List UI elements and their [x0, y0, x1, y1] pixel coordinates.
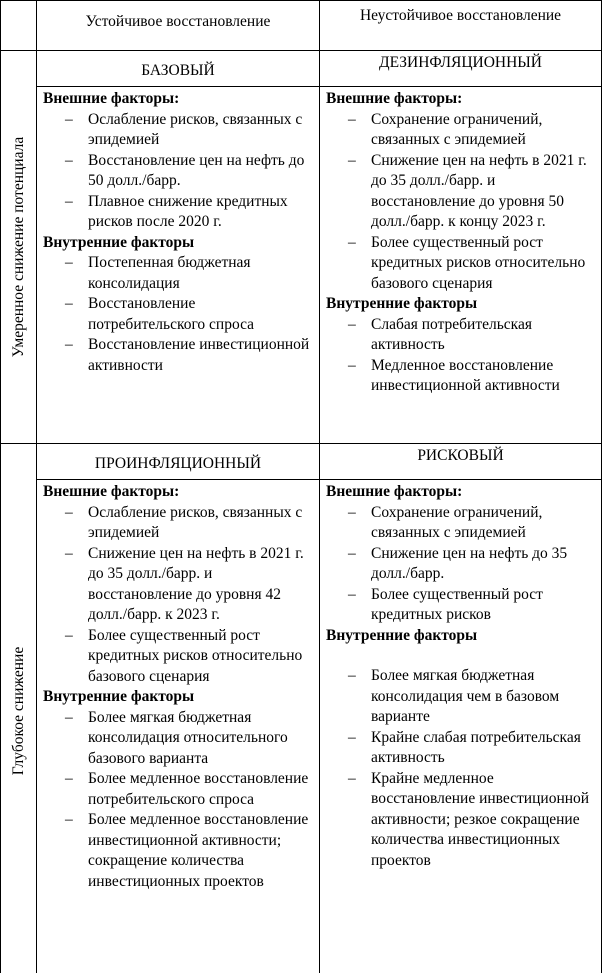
corner-cell	[1, 1, 37, 51]
list-item: – Более существенный рост кредитных рисков относительно базового сценария	[326, 233, 595, 295]
spacer	[326, 646, 595, 666]
list-item: – Постепенная бюджетная консолидация	[43, 253, 313, 294]
list-item: – Снижение цен на нефть в 2021 г. до 35 долл./барр. и восстановление до уровня 42 долл./барр. к 2023 г.	[43, 544, 313, 626]
scenario-factors	[320, 480, 602, 973]
list-item: – Крайне слабая потребительская активность	[326, 728, 595, 769]
internal-factors-heading: Внутренние факторы	[326, 626, 478, 644]
row-label-cell	[1, 444, 37, 973]
scenario-title-row	[1, 444, 602, 480]
list-item: – Восстановление потребительского спроса	[43, 294, 313, 335]
internal-factors-list	[43, 253, 313, 376]
list-item: – Более медленное восстановление инвестиционной активности; сокращение количества инвестиционных проектов	[43, 810, 313, 892]
internal-factors-heading: Внутренние факторы	[326, 295, 478, 312]
external-factors-heading: Внешние факторы:	[326, 483, 463, 500]
list-item: – Более существенный рост кредитных рисков	[326, 585, 595, 626]
scenario-factors	[320, 87, 602, 444]
list-item: – Снижение цен на нефть в 2021 г. до 35 долл./барр. и восстановление до уровня 50 долл./барр. к концу 2023 г.	[326, 151, 595, 233]
internal-factors-list	[326, 666, 595, 871]
list-item: – Более существенный рост кредитных рисков относительно базового сценария	[43, 626, 313, 688]
list-item: – Крайне медленное восстановление инвестиционной активности; резкое сокращение количества инвестиционных проектов	[326, 769, 595, 872]
internal-factors-heading: Внутренние факторы	[43, 688, 195, 705]
scenario-title: ПРОИНФЛЯЦИОННЫЙ	[37, 444, 320, 480]
scenario-body-row	[1, 87, 602, 444]
row-label: Умеренное снижение потенциала	[9, 136, 27, 358]
list-item: – Слабая потребительская активность	[326, 315, 595, 356]
list-item: – Плавное снижение кредитных рисков после 2020 г.	[43, 192, 313, 233]
external-factors-list	[43, 503, 313, 688]
scenario-title: БАЗОВЫЙ	[37, 51, 320, 87]
list-item: – Медленное восстановление инвестиционной активности	[326, 356, 595, 397]
external-factors-heading: Внешние факторы:	[43, 90, 180, 107]
list-item: – Более мягкая бюджетная консолидация относительного базового варианта	[43, 708, 313, 770]
scenario-body-row	[1, 480, 602, 973]
list-item: – Ослабление рисков, связанных с эпидемией	[43, 503, 313, 544]
external-factors-heading: Внешние факторы:	[43, 483, 180, 500]
external-factors-list	[326, 503, 595, 626]
row-label: Глубокое снижение	[9, 646, 27, 776]
scenario-title: РИСКОВЫЙ	[320, 444, 602, 480]
scenario-factors	[37, 480, 320, 973]
header-row	[1, 1, 602, 51]
scenario-title: ДЕЗИНФЛЯЦИОННЫЙ	[320, 51, 602, 87]
external-factors-list	[43, 110, 313, 233]
internal-factors-heading: Внутренние факторы	[43, 233, 195, 251]
header-stable-recovery: Устойчивое восстановление	[37, 1, 320, 51]
row-label-cell	[1, 51, 37, 444]
list-item: – Восстановление инвестиционной активности	[43, 335, 313, 376]
list-item: – Восстановление цен на нефть до 50 долл./барр.	[43, 151, 313, 192]
list-item: – Ослабление рисков, связанных с эпидемией	[43, 110, 313, 151]
list-item: – Сохранение ограничений, связанных с эпидемией	[326, 110, 595, 151]
list-item: – Снижение цен на нефть до 35 долл./барр.	[326, 544, 595, 585]
internal-factors-list	[43, 708, 313, 893]
header-unstable-recovery: Неустойчивое восстановление	[320, 1, 602, 51]
list-item: – Более мягкая бюджетная консолидация чем в базовом варианте	[326, 666, 595, 728]
external-factors-heading: Внешние факторы:	[326, 90, 463, 107]
scenario-factors	[37, 87, 320, 444]
internal-factors-list	[326, 315, 595, 397]
external-factors-list	[326, 110, 595, 295]
scenario-title-row	[1, 51, 602, 87]
list-item: – Сохранение ограничений, связанных с эпидемией	[326, 503, 595, 544]
list-item: – Более медленное восстановление потребительского спроса	[43, 769, 313, 810]
